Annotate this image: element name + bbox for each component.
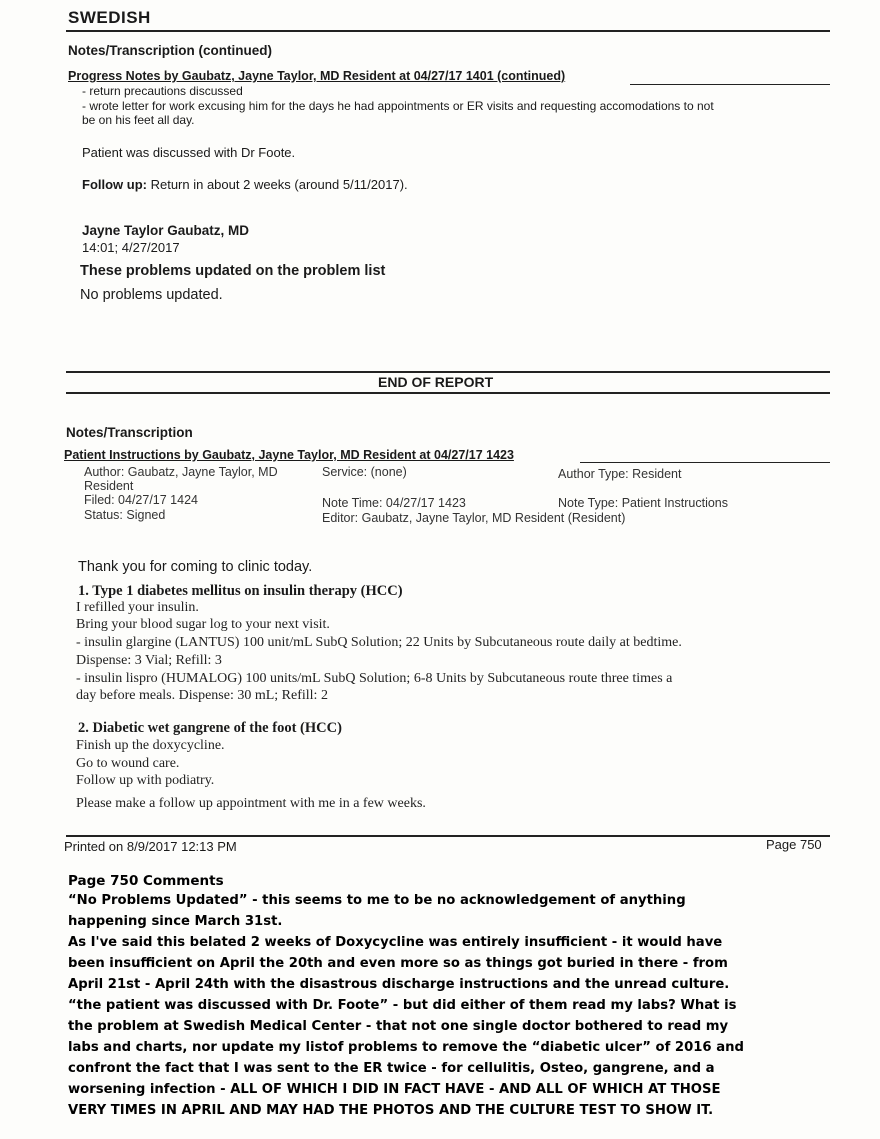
meta-editor: Editor: Gaubatz, Jayne Taylor, MD Resident (Resident) [322, 511, 626, 525]
document-header-title: SWEDISH [68, 8, 151, 27]
problems-text: No problems updated. [80, 287, 223, 303]
problem1-title: 1. Type 1 diabetes mellitus on insulin therapy (HCC) [78, 583, 403, 599]
problems-heading: These problems updated on the problem list [80, 263, 386, 279]
bullet-line: - return precautions discussed [82, 84, 243, 98]
meta-status: Status: Signed [84, 508, 166, 522]
problem1-line: I refilled your insulin. [76, 600, 199, 615]
comment-line: VERY TIMES IN APRIL AND MAY HAD THE PHOTOS AND THE CULTURE TEST TO SHOW IT. [68, 1103, 714, 1118]
discussed-text: Patient was discussed with Dr Foote. [82, 145, 296, 160]
end-report-rule-bottom [66, 392, 830, 394]
signer-name: Jayne Taylor Gaubatz, MD [82, 223, 250, 238]
section-heading-notes: Notes/Transcription [66, 425, 193, 440]
meta-author-cont: Resident [84, 479, 134, 493]
comment-line: been insufficient on April the 20th and even more so as things got buried in there - from [68, 956, 728, 971]
problem1-line: - insulin lispro (HUMALOG) 100 units/mL SubQ Solution; 6-8 Units by Subcutaneous route three times a [76, 671, 673, 686]
problem1-line: day before meals. Dispense: 30 mL; Refill: 2 [76, 688, 328, 703]
meta-note-time: Note Time: 04/27/17 1423 [322, 496, 466, 510]
section-heading-continued: Notes/Transcription (continued) [68, 43, 273, 58]
note-title-rule [630, 84, 830, 85]
meta-author: Author: Gaubatz, Jayne Taylor, MD [84, 465, 278, 479]
problem2-line: Go to wound care. [76, 756, 180, 771]
header-rule [66, 30, 830, 32]
page-number: Page 750 [766, 837, 822, 852]
instructions-title-rule [580, 462, 830, 463]
meta-filed: Filed: 04/27/17 1424 [84, 493, 198, 507]
meta-note-type: Note Type: Patient Instructions [558, 496, 729, 510]
meta-service: Service: (none) [322, 465, 407, 479]
end-report-rule-top [66, 371, 830, 373]
thanks-text: Thank you for coming to clinic today. [78, 559, 313, 575]
footer-rule [66, 835, 830, 837]
patient-instructions-title: Patient Instructions by Gaubatz, Jayne Taylor, MD Resident at 04/27/17 1423 [64, 448, 514, 462]
closing-text: Please make a follow up appointment with me in a few weeks. [76, 796, 426, 811]
comment-line: happening since March 31st. [68, 914, 283, 929]
comment-line: labs and charts, nor update my listof problems to remove the “diabetic ulcer” of 2016 and [68, 1040, 744, 1055]
progress-note-title: Progress Notes by Gaubatz, Jayne Taylor, MD Resident at 04/27/17 1401 (continued) [68, 69, 566, 83]
comment-line: April 21st - April 24th with the disastrous discharge instructions and the unread culture. [68, 977, 730, 992]
comment-line: “the patient was discussed with Dr. Foote” - but did either of them read my labs? What is [68, 998, 737, 1013]
printed-on: Printed on 8/9/2017 12:13 PM [64, 839, 237, 854]
comment-line: As I've said this belated 2 weeks of Doxycycline was entirely insufficient - it would have [68, 935, 723, 950]
comments-heading: Page 750 Comments [68, 873, 224, 889]
followup-label: Follow up: [82, 177, 147, 192]
comment-line: “No Problems Updated” - this seems to me to be no acknowledgement of anything [68, 893, 686, 908]
followup-text: Return in about 2 weeks (around 5/11/2017). [146, 177, 408, 192]
problem2-line: Finish up the doxycycline. [76, 738, 225, 753]
signer-time: 14:01; 4/27/2017 [82, 240, 180, 255]
problem1-line: Dispense: 3 Vial; Refill: 3 [76, 653, 222, 668]
problem1-line: Bring your blood sugar log to your next visit. [76, 617, 330, 632]
problem1-line: - insulin glargine (LANTUS) 100 unit/mL SubQ Solution; 22 Units by Subcutaneous route daily at bedtime. [76, 635, 682, 650]
meta-author-type: Author Type: Resident [558, 467, 682, 481]
comment-line: worsening infection - ALL OF WHICH I DID IN FACT HAVE - AND ALL OF WHICH AT THOSE [68, 1082, 721, 1097]
bullet-line: be on his feet all day. [82, 113, 195, 127]
end-of-report: END OF REPORT [378, 374, 494, 390]
comment-line: confront the fact that I was sent to the ER twice - for cellulitis, Osteo, gangrene, and a [68, 1061, 715, 1076]
bullet-line: - wrote letter for work excusing him for the days he had appointments or ER visits and requesting accomodations to not [82, 99, 714, 113]
comment-line: the problem at Swedish Medical Center - that not one single doctor bothered to read my [68, 1019, 729, 1034]
followup-line [82, 177, 408, 192]
problem2-title: 2. Diabetic wet gangrene of the foot (HCC) [78, 720, 342, 736]
problem2-line: Follow up with podiatry. [76, 773, 215, 788]
